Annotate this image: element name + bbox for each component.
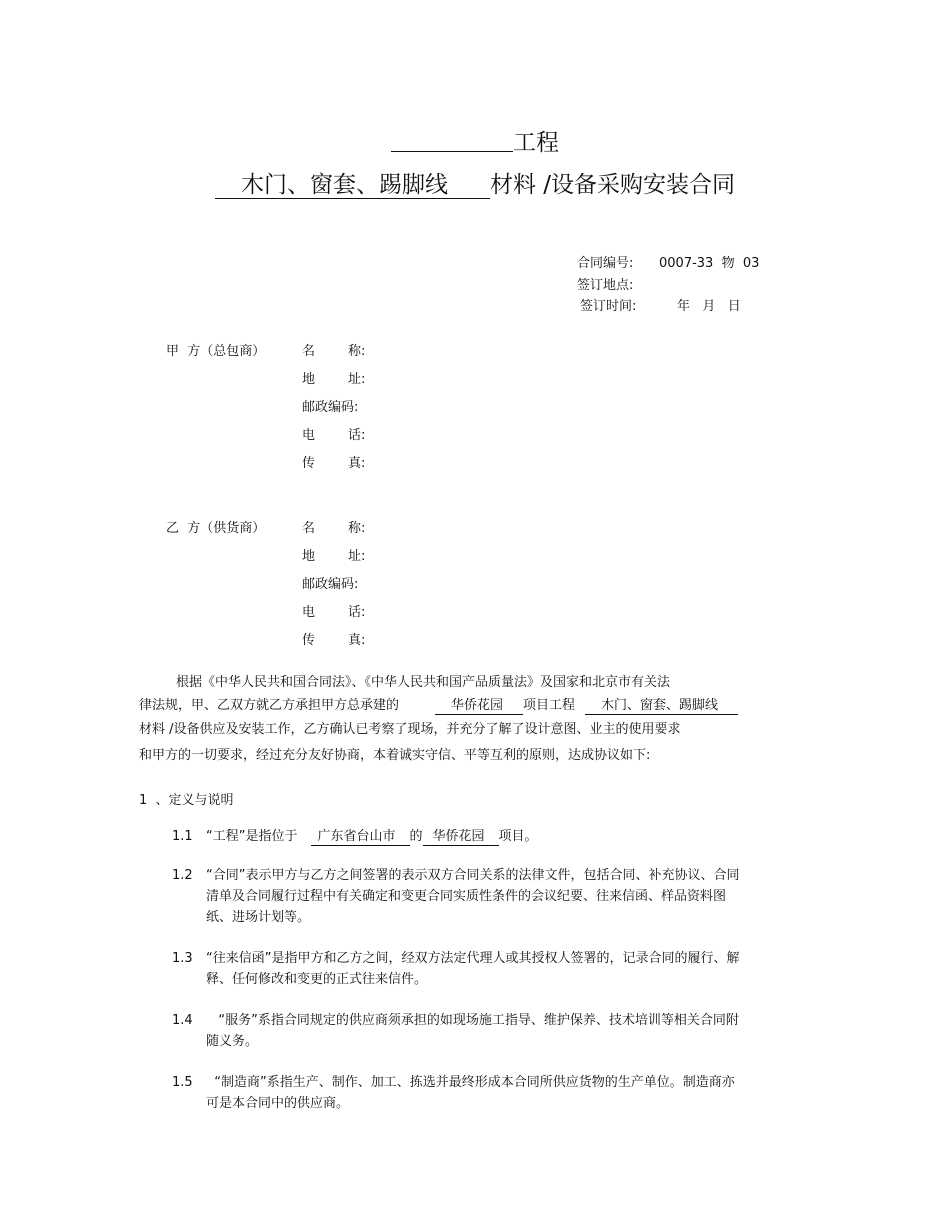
item-1-1-tail: 项目。: [498, 829, 538, 844]
item-1-5-number: 1.5: [172, 1075, 193, 1090]
item-1-1-text: [206, 826, 538, 847]
contract-number-row: [577, 252, 760, 271]
item-1-3-text: “往来信函”是指甲方和乙方之间，经双方法定代理人或其授权人签署的，记录合同的履行、解释、任何修改和变更的正式往来信件。: [206, 951, 740, 987]
title-rest: 材料 /设备采购安装合同: [489, 172, 736, 198]
sign-time-row: [580, 295, 741, 314]
intro-project-label: 项目工程: [523, 698, 576, 713]
sign-time-value: 年 月 日: [677, 299, 741, 314]
sign-place-row: [577, 274, 633, 293]
item-1-2-number: 1.2: [172, 868, 193, 883]
sign-time-label: 签订时间:: [580, 299, 637, 314]
section-1-title: 1 、定义与说明: [139, 793, 234, 808]
project-value: 华侨花园: [423, 829, 499, 846]
intro-line-1: 根据《中华人民共和国合同法》、《中华人民共和国产品质量法》及国家和北京市有关法: [176, 675, 671, 690]
party-a-name-field: 名 称:: [302, 344, 366, 359]
party-a-postcode-field: 邮政编码:: [302, 400, 359, 415]
party-b-name-field: 名 称:: [302, 521, 366, 536]
location-value: 广东省台山市: [311, 829, 409, 846]
contract-number-label: 合同编号:: [577, 256, 634, 271]
project-name-blank: [391, 131, 513, 152]
intro-line-2: [139, 692, 738, 719]
party-b-postcode-field: 邮政编码:: [302, 577, 359, 592]
party-b-fax-field: 传 真:: [302, 633, 366, 648]
item-1-1-mid: 的: [409, 829, 423, 844]
item-1-3-number: 1.3: [172, 951, 193, 966]
intro-line-3: 材料 /设备供应及安装工作，乙方确认已考察了现场，并充分了解了设计意图、业主的使用要求: [139, 722, 681, 737]
contract-number-value: 0007-33 物 03: [659, 256, 760, 271]
title-suffix: 工程: [513, 130, 559, 156]
item-1-1-number: 1.1: [172, 829, 193, 844]
item-1-4-text: “服务”系指合同规定的供应商须承担的如现场施工指导、维护保养、技术培训等相关合同附随义务。: [206, 1013, 739, 1049]
title-line-2: [0, 166, 950, 199]
item-1-4-number: 1.4: [172, 1013, 193, 1028]
scope-value: 木门、窗套、踢脚线: [585, 698, 738, 715]
sign-place-label: 签订地点:: [577, 278, 634, 293]
party-a-address-field: 地 址:: [302, 372, 366, 387]
title-scope: 木门、窗套、踢脚线: [215, 172, 490, 199]
project-name-value: 华侨花园: [435, 698, 523, 715]
party-a-fax-field: 传 真:: [302, 456, 366, 471]
item-1-5-text: “制造商”系指生产、制作、加工、拣选并最终形成本合同所供应货物的生产单位。制造商亦可是本合同中的供应商。: [206, 1075, 735, 1111]
intro-line-2-text: 律法规，甲、乙双方就乙方承担甲方总承建的: [139, 698, 400, 713]
party-b-address-field: 地 址:: [302, 549, 366, 564]
item-1-2-text: “合同”表示甲方与乙方之间签署的表示双方合同关系的法律文件，包括合同、补充协议、合同清单及合同履行过程中有关确定和变更合同实质性条件的会议纪要、往来信函、样品资料图纸、进场计划等。: [206, 868, 740, 925]
party-a-phone-field: 电 话:: [302, 428, 366, 443]
intro-line-4: 和甲方的一切要求，经过充分友好协商，本着诚实守信、平等互利的原则，达成协议如下:: [139, 748, 651, 763]
title-line-1: [0, 124, 950, 157]
party-a-label: 甲 方（总包商）: [166, 344, 266, 359]
item-1-1-lead: “工程”是指位于: [206, 829, 298, 844]
party-b-phone-field: 电 话:: [302, 605, 366, 620]
party-b-label: 乙 方（供货商）: [166, 521, 266, 536]
